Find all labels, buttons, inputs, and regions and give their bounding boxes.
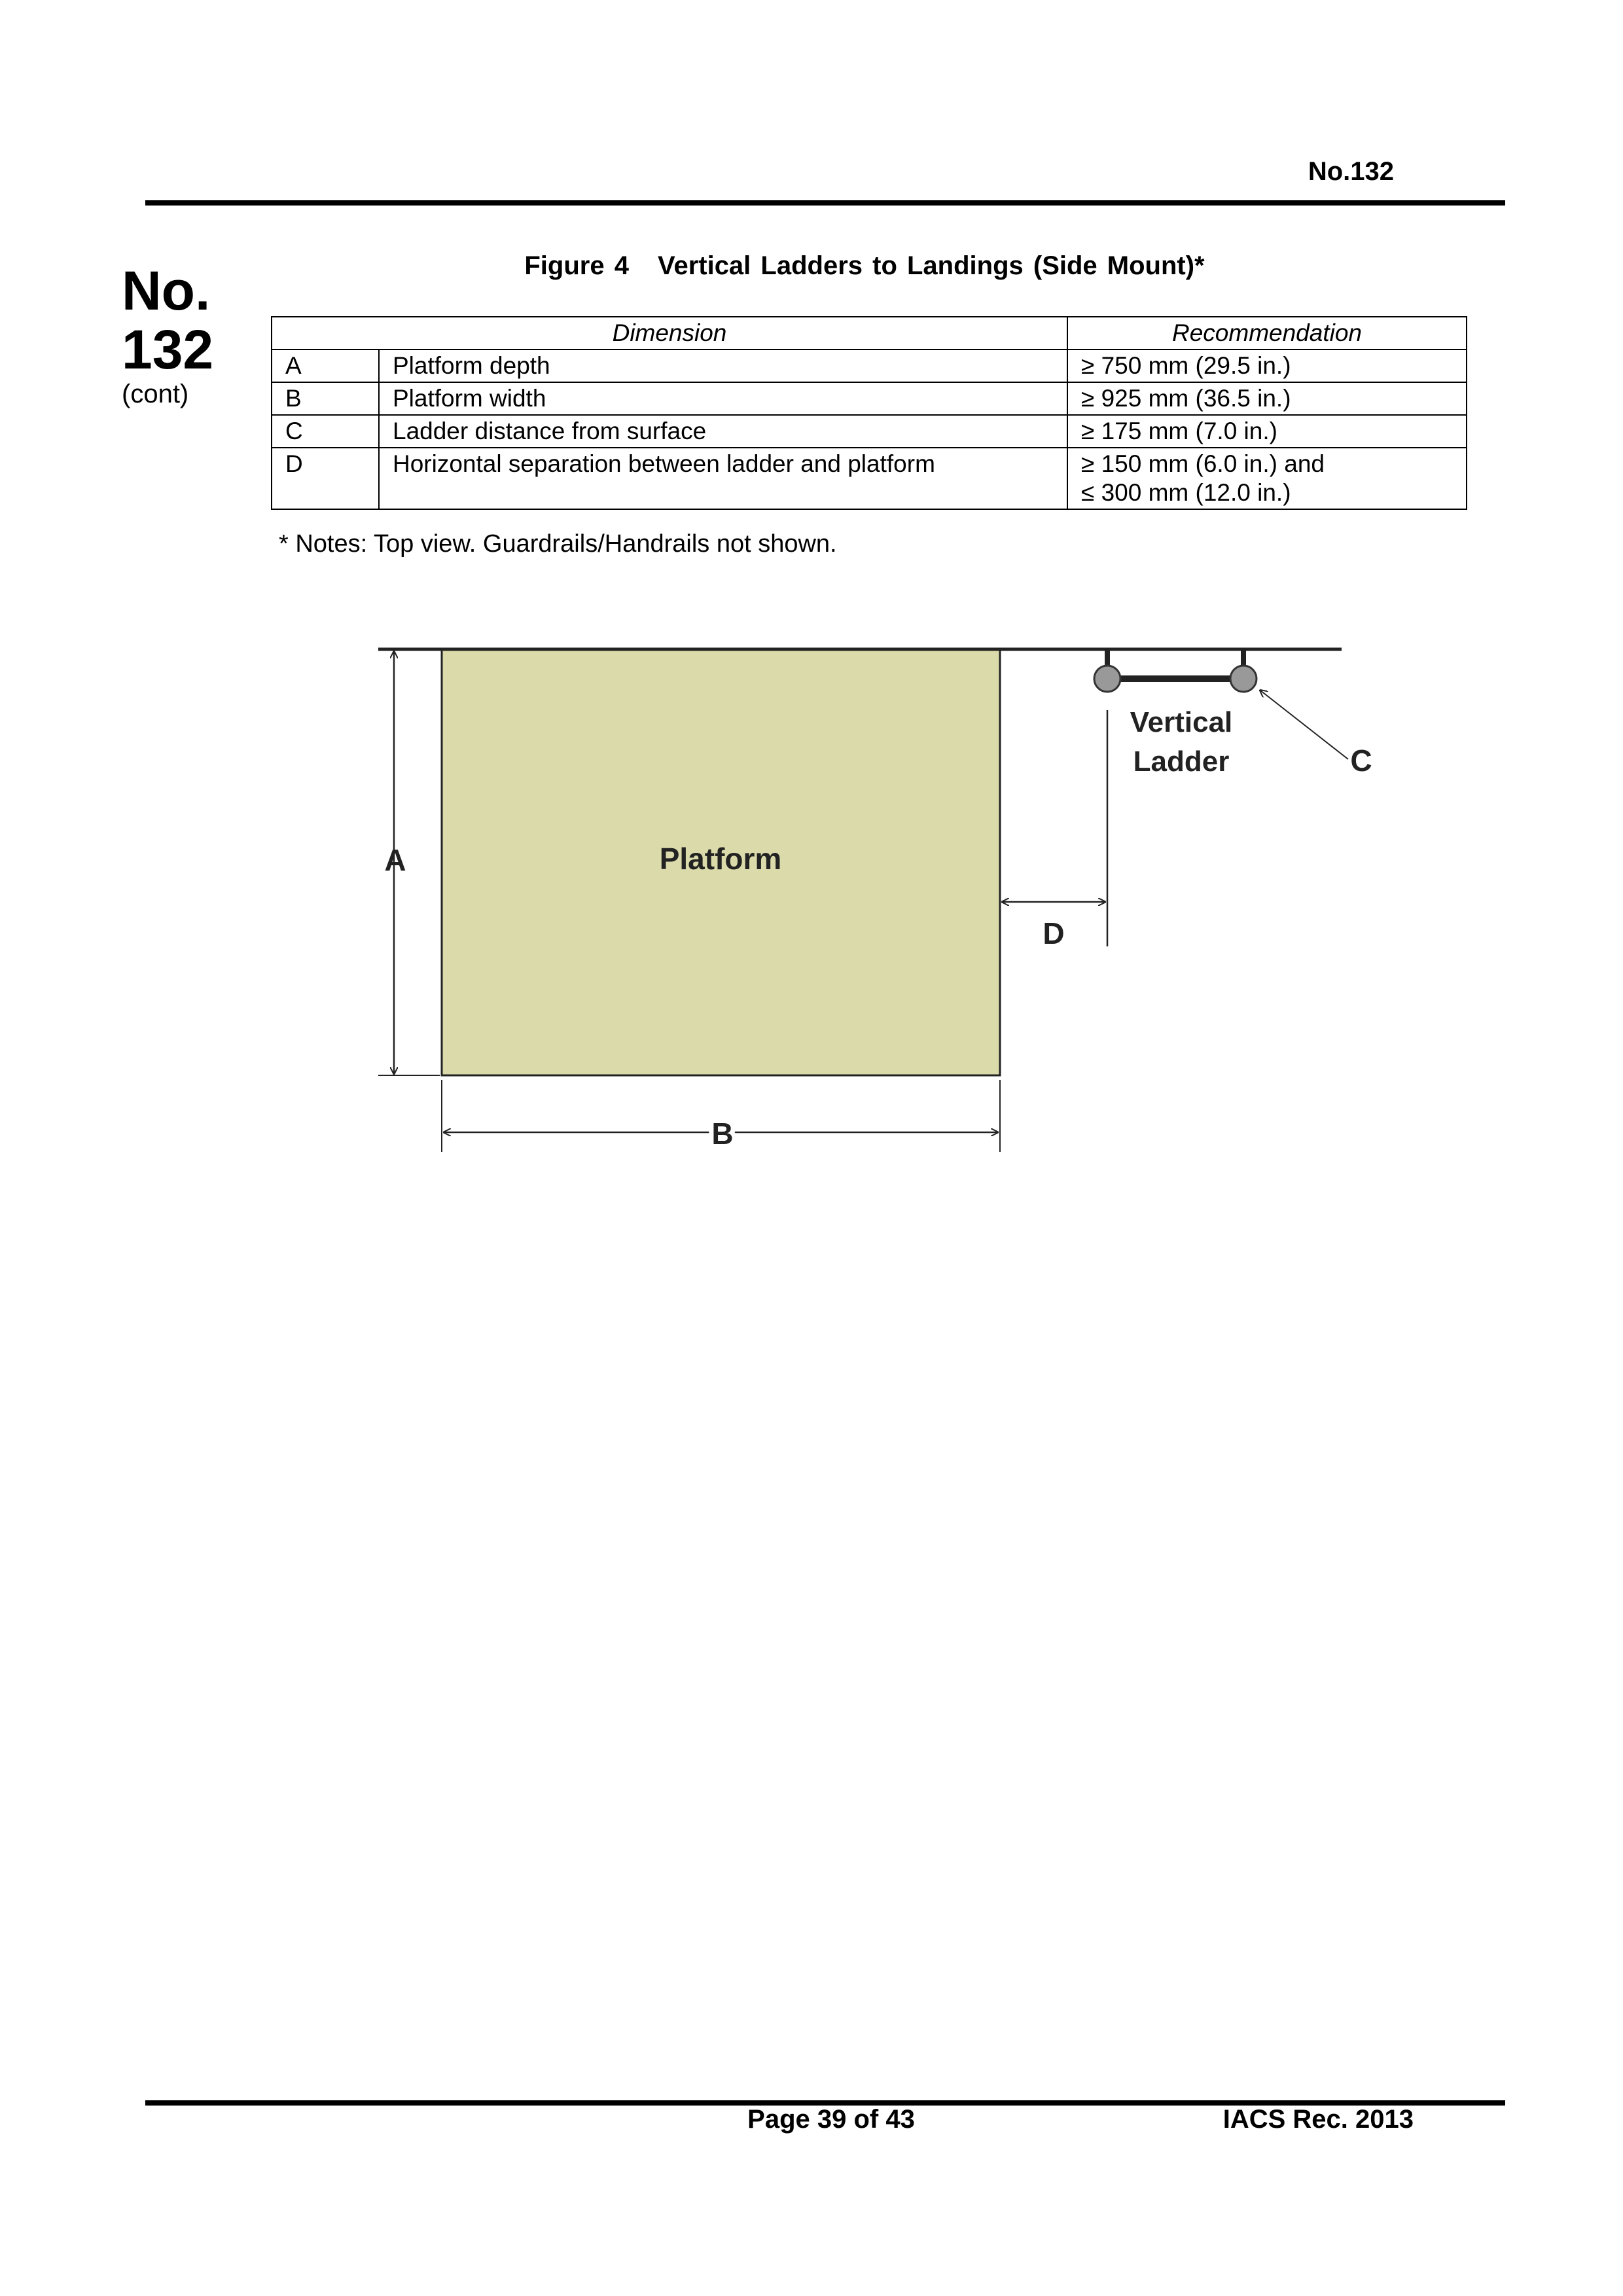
side-number: 132 xyxy=(122,319,214,380)
table-row xyxy=(272,448,1467,509)
recommendation-header: Recommendation xyxy=(1067,317,1467,350)
row-recommendation xyxy=(1067,448,1467,509)
header-rule xyxy=(145,200,1505,206)
platform-label: Platform xyxy=(659,842,782,876)
figure-title xyxy=(270,251,1459,281)
recommendation-line-2: ≤ 300 mm (12.0 in.) xyxy=(1081,479,1291,506)
row-description: Platform depth xyxy=(379,350,1067,382)
row-letter: B xyxy=(272,382,379,415)
table-row xyxy=(272,382,1467,415)
row-letter: D xyxy=(272,448,379,509)
recommendation-line-1: ≥ 150 mm (6.0 in.) and xyxy=(1081,450,1325,477)
table-row xyxy=(272,415,1467,448)
dim-d-label: D xyxy=(1043,916,1065,950)
footer-reference: IACS Rec. 2013 xyxy=(1222,2105,1414,2134)
row-letter: A xyxy=(272,350,379,382)
ladder-label-line1: Vertical xyxy=(1130,706,1233,738)
dim-a-label: A xyxy=(384,843,406,877)
row-letter: C xyxy=(272,415,379,448)
row-recommendation: ≥ 925 mm (36.5 in.) xyxy=(1067,382,1467,415)
dim-c-leader xyxy=(1260,691,1348,759)
dim-b-label: B xyxy=(711,1117,734,1151)
dim-c-label: C xyxy=(1350,744,1372,778)
ladder-platform-diagram xyxy=(366,628,1400,1152)
figure-note: * Notes: Top view. Guardrails/Handrails not shown. xyxy=(279,530,837,558)
page-number: Page 39 of 43 xyxy=(747,2105,915,2134)
figure-label: Figure 4 xyxy=(524,251,629,280)
header-document-number: No.132 xyxy=(1308,157,1394,186)
table-header-row xyxy=(272,317,1467,350)
ladder-stile-left xyxy=(1094,666,1120,692)
row-description: Platform width xyxy=(379,382,1067,415)
ladder-stile-right xyxy=(1230,666,1257,692)
table-row xyxy=(272,350,1467,382)
side-cont-label: (cont) xyxy=(122,380,189,408)
row-description: Ladder distance from surface xyxy=(379,415,1067,448)
ladder-label-line2: Ladder xyxy=(1133,745,1230,778)
figure-caption: Vertical Ladders to Landings (Side Mount)* xyxy=(657,251,1205,280)
row-recommendation: ≥ 175 mm (7.0 in.) xyxy=(1067,415,1467,448)
dimension-table xyxy=(271,316,1467,510)
row-description: Horizontal separation between ladder and platform xyxy=(379,448,1067,509)
side-no-label: No. xyxy=(122,260,211,321)
dimension-header: Dimension xyxy=(272,317,1067,350)
row-recommendation: ≥ 750 mm (29.5 in.) xyxy=(1067,350,1467,382)
